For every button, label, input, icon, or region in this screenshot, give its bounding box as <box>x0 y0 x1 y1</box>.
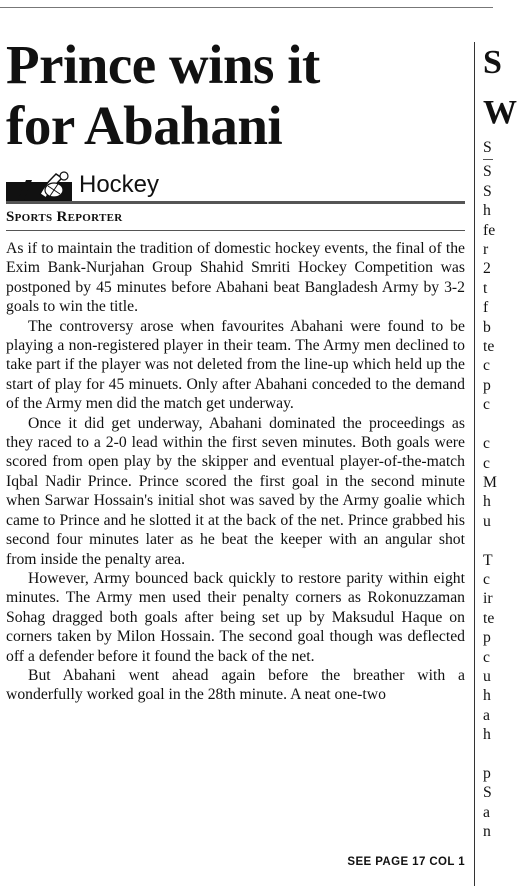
adjacent-text-fragment: 2 <box>483 260 491 278</box>
adjacent-text-fragment: p <box>483 629 491 647</box>
headline-line-2: for Abahani <box>6 95 283 156</box>
continuation-jump-link[interactable]: SEE PAGE 17 COL 1 <box>347 856 465 868</box>
paragraph: The controversy arose when favourites Abahani were found to be playing a non-registered player in their team. The Army men declined to take part if the player was not deleted from the line-up which held up the start of play for 45 minuets. Only after Abahani conceded to the demand of the Army men did the match get underway. <box>6 317 465 413</box>
adjacent-text-fragment: fe <box>483 221 496 239</box>
adjacent-text-fragment: c <box>483 357 490 375</box>
adjacent-text-fragment: a <box>483 803 490 821</box>
headline <box>6 34 465 156</box>
headline-line-1: Prince wins it <box>6 34 320 95</box>
adjacent-text-fragment <box>483 531 493 550</box>
adjacent-text-fragment: t <box>483 279 488 297</box>
column-divider <box>474 42 475 886</box>
adjacent-text-fragment <box>483 415 493 434</box>
adjacent-text-fragment: T <box>483 551 493 569</box>
adjacent-text-fragments <box>483 162 497 841</box>
adjacent-text-fragment: p <box>483 376 491 394</box>
adjacent-text-fragment: S <box>483 182 492 200</box>
adjacent-text-fragment: h <box>483 687 491 705</box>
byline: Sports Reporter <box>6 208 465 231</box>
section-tag <box>6 170 465 202</box>
adjacent-text-fragment: M <box>483 473 497 491</box>
adjacent-text-fragment: c <box>483 396 490 414</box>
adjacent-text-fragment: c <box>483 648 490 666</box>
adjacent-rule <box>483 159 493 160</box>
adjacent-text-fragment: h <box>483 493 491 511</box>
adjacent-article-edge <box>483 38 517 842</box>
adjacent-text-fragment: h <box>483 202 491 220</box>
section-rule <box>6 201 465 204</box>
paragraph: But Abahani went ahead again before the breather with a wonderfully worked goal in the 28th minute. A neat one-two <box>6 666 465 704</box>
adjacent-text-fragment: ir <box>483 590 493 608</box>
adjacent-text-fragment: p <box>483 765 491 782</box>
adjacent-text-fragment: b <box>483 318 491 336</box>
top-rule <box>0 7 493 8</box>
adjacent-text-fragment: te <box>483 338 495 356</box>
adjacent-text-fragment: S <box>483 784 492 802</box>
adjacent-text-fragment: c <box>483 570 490 588</box>
adjacent-text-fragment <box>483 745 493 764</box>
adjacent-text-fragment: c <box>483 435 490 453</box>
article-body <box>6 239 465 705</box>
adjacent-text-fragment: u <box>483 667 491 685</box>
article <box>6 34 465 705</box>
adjacent-text-fragment: a <box>483 706 490 724</box>
adjacent-text-fragment: h <box>483 726 491 744</box>
section-label: Hockey <box>79 171 160 198</box>
hockey-stick-and-ball-icon <box>6 170 72 202</box>
adjacent-byline-fragment: S <box>483 139 492 156</box>
adjacent-text-fragment: c <box>483 454 490 472</box>
paragraph: However, Army bounced back quickly to restore parity within eight minutes. The Army men used their penalty corners as Rokonuzzaman Sohag dragged both goals after being set up by Maksudul Haque on corners taken by Milon Hossain. The second goal though was deflected off a defender before it found the back of the net. <box>6 569 465 665</box>
paragraph: As if to maintain the tradition of domestic hockey events, the final of the Exim Bank-Nurjahan Group Shahid Smriti Hockey Competition was postponed by 45 minutes before Abahani beat Bangladesh Army by 3-2 goals to win the title. <box>6 240 465 316</box>
adjacent-text-fragment: r <box>483 241 489 259</box>
adjacent-headline-fragment: S <box>483 44 502 81</box>
adjacent-text-fragment: f <box>483 299 489 317</box>
adjacent-headline-fragment: W <box>483 94 517 131</box>
paragraph: Once it did get underway, Abahani dominated the proceedings as they raced to a 2-0 lead within the first seven minutes. Both goals were scored from open play by the skipper and eventual player-of-the-match Iqbal Nadir Prince. Prince scored the first goal in the second minute when Sarwar Hossain's initial shot was saved by the Army goalie which came to Prince and he slotted it at the back of the net. Prince grabbed his second four minutes later as he beat the keeper with an angular shot from inside the penalty area. <box>6 414 465 568</box>
adjacent-text-fragment: S <box>483 163 492 181</box>
adjacent-text-fragment: n <box>483 823 491 841</box>
adjacent-text-fragment: te <box>483 609 495 627</box>
adjacent-text-fragment: u <box>483 512 491 530</box>
